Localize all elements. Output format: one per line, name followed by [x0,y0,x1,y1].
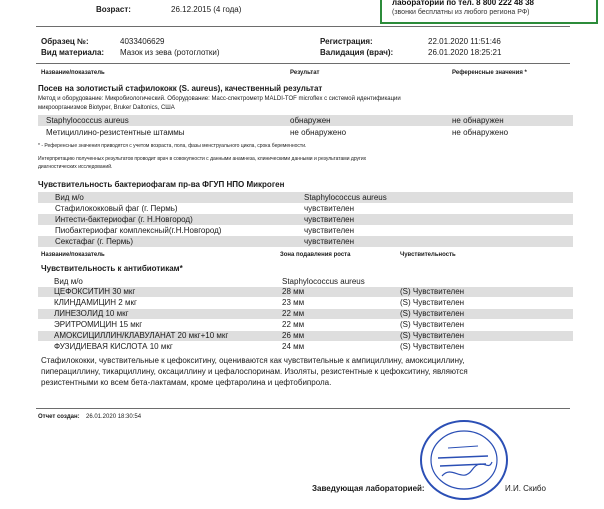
abx-row-zone: 24 мм [282,342,305,351]
abx-note-line2: пиперациллину, тикарциллину, оксациллину и цефалоспоринам. Изоляты, резистентные к цефокситину, являются [41,367,468,376]
culture-row-name: Staphylococcus aureus [46,116,129,125]
promo-note: (звонки бесплатны из любого региона РФ) [392,9,530,16]
laboratory-stamp-icon [418,418,510,502]
abx-row-name: ФУЗИДИЕВАЯ КИСЛОТА 10 мкг [54,342,173,351]
registration-value: 22.01.2020 11:51:46 [428,37,501,46]
phage-row-value: чувствителен [304,237,355,246]
phage-row-value: Staphylococcus aureus [304,193,387,202]
abx-title: Чувствительность к антибиотикам* [41,264,183,273]
abx-row-name: Вид м/о [54,277,83,286]
phage-row-name: Пиобактериофаг комплексный(г.Н.Новгород) [55,226,222,235]
divider-top [36,26,570,27]
culture-row-reference: не обнаружено [452,128,509,137]
col-header-name: Название/показатель [41,70,105,76]
culture-method-line1: Метод и оборудование: Микробиологический. Оборудование: Масс-спектрометр MALDI-TOF microflex с системой идентификации [38,96,401,102]
report-created-label: Отчет создан: [38,414,80,420]
phage-row-name: Вид м/о [55,193,84,202]
abx-row-zone: 26 мм [282,331,305,340]
abx-row-zone: Staphylococcus aureus [282,277,365,286]
report-created-value: 26.01.2020 18:30:54 [86,414,142,420]
phage-row-name: Секстафаг (г. Пермь) [55,237,134,246]
abx-note-line1: Стафилококки, чувствительные к цефокситину, оцениваются как чувствительные к ампициллину, амоксициллину, [41,356,465,365]
interpretation-line2: диагностических исследований. [38,164,113,170]
abx-row-zone: 28 мм [282,287,305,296]
abx-row-sens: (S) Чувствителен [400,331,465,340]
lab-head-name: И.И. Скибо [505,484,546,493]
culture-title: Посев на золотистый стафилококк (S. aureus), качественный результат [38,84,323,93]
col-header-reference: Референсные значения * [452,70,527,76]
culture-footnote: * - Референсные значения приводятся с учетом возраста, пола, фазы менструального цикла, срока беременности. [38,143,307,149]
abx-row-zone: 23 мм [282,298,305,307]
abx-row-name: АМОКСИЦИЛЛИН/КЛАВУЛАНАТ 20 мкг+10 мкг [54,331,229,340]
phage-row-name: Стафилококковый фаг (г. Пермь) [55,204,178,213]
phage-row-value: чувствителен [304,226,355,235]
abx-row-sens: (S) Чувствителен [400,287,465,296]
abx-col-zone: Зона подавления роста [280,252,351,258]
culture-row-reference: не обнаружен [452,116,504,125]
abx-row-sens: (S) Чувствителен [400,320,465,329]
validation-value: 26.01.2020 18:25:21 [428,48,502,57]
divider-sample [36,63,570,64]
abx-row-sens: (S) Чувствителен [400,298,465,307]
abx-note-line3: резистентными ко всем бета-лактамам, кроме цефтаролина и цефтобипрола. [41,378,332,387]
abx-row-zone: 22 мм [282,320,305,329]
phage-row-value: чувствителен [304,215,355,224]
culture-row-result: обнаружен [290,116,331,125]
phages-title: Чувствительность бактериофагам пр-ва ФГУП НПО Микроген [38,180,285,189]
abx-row-sens: (S) Чувствителен [400,342,465,351]
abx-row-sens: (S) Чувствителен [400,309,465,318]
registration-label: Регистрация: [320,37,373,46]
sample-number-label: Образец №: [41,37,89,46]
promo-phone-line: лаборатории по тел. 8 800 222 48 38 [392,0,535,7]
col-header-result: Результат [290,70,320,76]
abx-row-name: ЭРИТРОМИЦИН 15 мкг [54,320,143,329]
sample-number-value: 4033406629 [120,37,165,46]
age-label: Возраст: [96,5,131,14]
validation-label: Валидация (врач): [320,48,394,57]
phage-row-value: чувствителен [304,204,355,213]
material-label: Вид материала: [41,48,105,57]
abx-row-zone: 22 мм [282,309,305,318]
abx-row-name: КЛИНДАМИЦИН 2 мкг [54,298,137,307]
abx-row-name: ЛИНЕЗОЛИД 10 мкг [54,309,129,318]
abx-col-sens: Чувствительность [400,252,456,258]
lab-head-label: Заведующая лабораторией: [312,484,425,493]
age-value: 26.12.2015 (4 года) [171,5,242,14]
phage-row-name: Интести-бактериофаг (г. Н.Новгород) [55,215,193,224]
abx-row-name: ЦЕФОКСИТИН 30 мкг [54,287,136,296]
divider-footer [36,408,570,409]
interpretation-line1: Интерпретацию полученных результатов проводит врач в совокупности с данными анамнеза, клиническими данными и результатами других [38,156,367,162]
abx-col-name: Название/показатель [41,252,105,258]
culture-method-line2: микроорганизмов Biotyper, Bruker Daltonics, США [38,105,175,111]
material-value: Мазок из зева (ротоглотки) [120,48,220,57]
culture-row-result: не обнаружено [290,128,347,137]
culture-row-name: Метициллино-резистентные штаммы [46,128,185,137]
